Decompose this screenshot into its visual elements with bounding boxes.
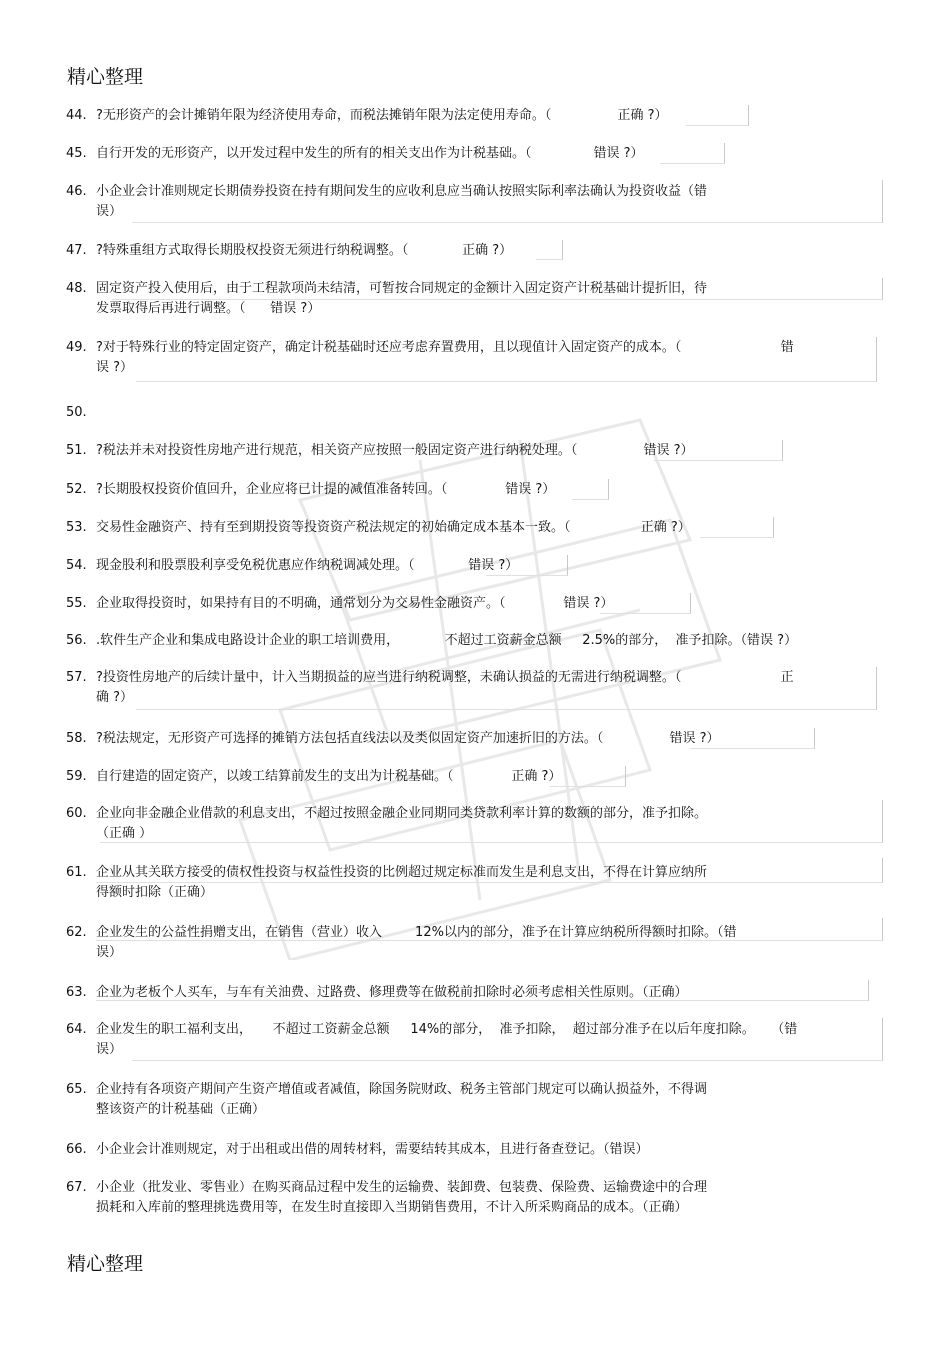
item-number: 61.: [66, 865, 87, 880]
item-text-line: ?长期股权投资价值回升，企业应将已计提的减值准备转回。（ 错误 ?）: [96, 482, 556, 497]
item-text-line: 小企业会计准则规定长期债券投资在持有期间发生的应收利息应当确认按照实际利率法确认为投资收益（错: [96, 184, 708, 199]
answer-box: [486, 555, 568, 576]
item-number: 65.: [66, 1082, 87, 1097]
item-text: [96, 729, 720, 749]
item-text-line: 自行建造的固定资产，以竣工结算前发生的支出为计税基础。（ 正确 ?）: [96, 769, 562, 784]
answer-box: [550, 766, 626, 787]
answer-box: [536, 240, 563, 260]
item-text-line: 企业从其关联方接受的债权性投资与权益性投资的比例超过规定标准而发生是利息支出，不得在计算应纳所: [96, 865, 708, 880]
item-text-line: 误）: [96, 204, 123, 219]
item-text-line: .软件生产企业和集成电路设计企业的职工培训费用， 不超过工资薪金总额 2.5%的部分， 准予扣除。（错误 ?）: [96, 633, 798, 648]
item-number: 59.: [66, 769, 87, 784]
answer-box: [96, 858, 883, 883]
item-text-line: ?对于特殊行业的特定固定资产，确定计税基础时还应考虑弃置费用，且以现值计入固定资产的成本。（ 错: [96, 340, 794, 355]
item-number: 62.: [66, 925, 87, 940]
answer-box: [654, 440, 783, 461]
item-number: 56.: [66, 633, 87, 648]
item-text-line: 企业向非金融企业借款的利息支出，不超过按照金融企业同期同类贷款利率计算的数额的部分，准予扣除。: [96, 806, 708, 821]
answer-box: [660, 143, 725, 164]
answer-box: [132, 1018, 883, 1061]
item-text-line: 误）: [96, 1042, 123, 1057]
page-footer: 精心整理: [67, 1253, 144, 1275]
item-text-line: 交易性金融资产、持有至到期投资等投资资产税法规定的初始确定成本基本一致。（ 正确 ?）: [96, 520, 691, 535]
item-number: 53.: [66, 520, 87, 535]
answer-box: [112, 278, 883, 300]
item-text-line: 确 ?）: [96, 690, 134, 705]
item-text-line: ?特殊重组方式取得长期股权投资无须进行纳税调整。（ 正确 ?）: [96, 243, 513, 258]
item-text-line: 小企业会计准则规定，对于出租或出借的周转材料，需要结转其成本，且进行备查登记。（错误）: [96, 1142, 649, 1157]
answer-box: [600, 593, 691, 614]
item-text-line: 误）: [96, 945, 123, 960]
item-text-line: 自行开发的无形资产，以开发过程中发生的所有的相关支出作为计税基础。（ 错误 ?）: [96, 146, 644, 161]
item-number: 49.: [66, 340, 87, 355]
item-text-line: 误 ?）: [96, 360, 134, 375]
item-text-line: 整该资产的计税基础（正确）: [96, 1102, 266, 1117]
answer-box: [686, 105, 749, 126]
item-text-line: ?无形资产的会计摊销年限为经济使用寿命，而税法摊销年限为法定使用寿命。（ 正确 ?）: [96, 108, 668, 123]
item-number: 57.: [66, 670, 87, 685]
item-text-line: （正确 ）: [96, 826, 153, 841]
item-number: 55.: [66, 596, 87, 611]
item-number: 64.: [66, 1022, 87, 1037]
item-text-line: 企业发生的公益性捐赠支出，在销售（营业）收入 12%以内的部分，准予在计算应纳税所得额时扣除。（错: [96, 925, 737, 940]
answer-box: [690, 728, 815, 749]
item-text-line: 企业发生的职工福利支出， 不超过工资薪金总额 14%的部分， 准予扣除， 超过部分准予在以后年度扣除。 （错: [96, 1022, 798, 1037]
item-number: 48.: [66, 281, 87, 296]
item-text: [96, 518, 691, 538]
answer-box: [100, 800, 883, 843]
answer-box: [700, 517, 774, 538]
item-number: 63.: [66, 985, 87, 1000]
item-text-line: 现金股利和股票股利享受免税优惠应作纳税调减处理。（ 错误 ?）: [96, 558, 519, 573]
answer-box: [136, 337, 877, 382]
item-text-line: 企业为老板个人买车，与车有关油费、过路费、修理费等在做税前扣除时必须考虑相关性原则。（正确）: [96, 985, 688, 1000]
item-text-line: 企业取得投资时，如果持有目的不明确，通常划分为交易性金融资产。（ 错误 ?）: [96, 596, 614, 611]
item-number: 60.: [66, 806, 87, 821]
item-text-line: 固定资产投入使用后，由于工程款项尚未结清，可暂按合同规定的金额计入固定资产计税基础计提折旧，待: [96, 281, 708, 296]
answer-box: [132, 180, 883, 223]
item-text: [96, 1080, 707, 1120]
answer-box: [136, 667, 877, 710]
item-number: 52.: [66, 482, 87, 497]
item-number: 54.: [66, 558, 87, 573]
item-text-line: 小企业（批发业、零售业）在购买商品过程中发生的运输费、装卸费、包装费、保险费、运输费途中的合理: [96, 1180, 708, 1195]
item-text-line: 发票取得后再进行调整。（ 错误 ?）: [96, 301, 321, 316]
item-number: 66.: [66, 1142, 87, 1157]
item-text-line: 损耗和入库前的整理挑选费用等，在发生时直接即入当期销售费用，不计入所采购商品的成本。（正确）: [96, 1200, 688, 1215]
item-number: 46.: [66, 184, 87, 199]
item-number: 67.: [66, 1180, 87, 1195]
item-text: [96, 594, 613, 614]
answer-box: [96, 980, 869, 1001]
item-number: 45.: [66, 146, 87, 161]
item-text: [96, 144, 644, 164]
item-text: [96, 441, 694, 461]
item-text-line: 企业持有各项资产期间产生资产增值或者减值，除国务院财政、税务主管部门规定可以确认损益外，不得调: [96, 1082, 708, 1097]
item-number: 47.: [66, 243, 87, 258]
item-number: 58.: [66, 731, 87, 746]
item-text: [96, 1178, 707, 1218]
item-text: [96, 241, 512, 261]
item-text-line: ?税法并未对投资性房地产进行规范，相关资产应按照一般固定资产进行纳税处理。（ 错误 ?）: [96, 443, 694, 458]
item-text: [96, 631, 797, 651]
item-text: [96, 480, 555, 500]
item-number: 51.: [66, 443, 87, 458]
item-text: [96, 106, 668, 126]
item-text-line: ?投资性房地产的后续计量中，计入当期损益的应当进行纳税调整，未确认损益的无需进行纳税调整。（ 正: [96, 670, 794, 685]
item-number: 44.: [66, 108, 87, 123]
page-header: 精心整理: [67, 66, 144, 88]
item-text: [96, 1140, 649, 1160]
answer-box: [572, 479, 609, 500]
item-text: [96, 767, 561, 787]
item-text-line: 得额时扣除（正确）: [96, 885, 214, 900]
item-text-line: ?税法规定，无形资产可选择的摊销方法包括直线法以及类似固定资产加速折旧的方法。（ 错误 ?）: [96, 731, 720, 746]
answer-box: [96, 918, 883, 941]
item-number: 50.: [66, 405, 87, 420]
item-text: [96, 556, 518, 576]
